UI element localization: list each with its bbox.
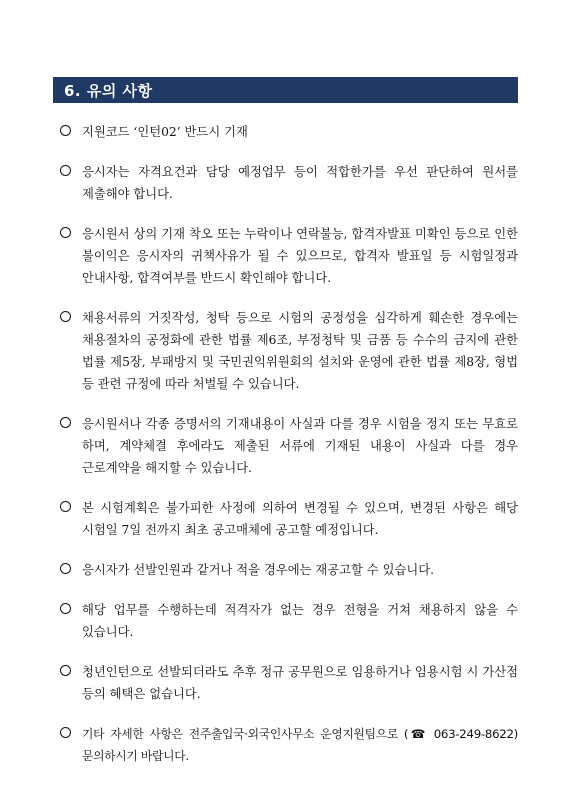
notice-list: [60, 121, 518, 785]
list-item-text: 지원코드 ‘인턴02’ 반드시 기재: [82, 125, 248, 139]
list-item: [60, 121, 518, 143]
list-item: [60, 723, 518, 767]
list-item: [60, 497, 518, 541]
circle-bullet-icon: [60, 501, 71, 512]
list-item-text: 해당 업무를 수행하는데 적격자가 없는 경우 전형을 거쳐 채용하지 않을 수 있습니다.: [82, 603, 518, 639]
circle-bullet-icon: [60, 227, 71, 238]
list-item-text: 본 시험계획은 불가피한 사정에 의하여 변경될 수 있으며, 변경된 사항은 해당 시험일 7일 전까지 최초 공고매체에 공고할 예정입니다.: [82, 501, 518, 537]
circle-bullet-icon: [60, 417, 71, 428]
circle-bullet-icon: [60, 603, 71, 614]
list-item: [60, 661, 518, 705]
list-item: [60, 599, 518, 643]
section-title: 6. 유의 사항: [64, 81, 153, 100]
list-item-text: 채용서류의 거짓작성, 청탁 등으로 시험의 공정성을 심각하게 훼손한 경우에는 채용절차의 공정화에 관한 법률 제6조, 부정청탁 및 금품 등 수수의 금지에 관한 법률 제5장, 부패방지 및 국민권익위원회의 설치와 운영에 관한 법률 제8장, 형법 등 관련 규정에 따라 처벌될 수 있습니다.: [82, 311, 518, 391]
circle-bullet-icon: [60, 727, 71, 738]
list-item-text: 응시자는 자격요건과 담당 예정업무 등이 적합한가를 우선 판단하여 원서를 제출해야 합니다.: [82, 165, 518, 201]
circle-bullet-icon: [60, 665, 71, 676]
list-item: [60, 307, 518, 395]
circle-bullet-icon: [60, 125, 71, 136]
list-item-text: 응시자가 선발인원과 같거나 적을 경우에는 재공고할 수 있습니다.: [82, 563, 434, 577]
list-item: [60, 223, 518, 289]
list-item: [60, 559, 518, 581]
circle-bullet-icon: [60, 563, 71, 574]
list-item: [60, 413, 518, 479]
list-item-text: 응시원서 상의 기재 착오 또는 누락이나 연락불능, 합격자발표 미확인 등으로 인한 불이익은 응시자의 귀책사유가 될 수 있으므로, 합격자 발표일 등 시험일정과 안내사항, 합격여부를 반드시 확인해야 합니다.: [82, 227, 518, 285]
list-item-text: 응시원서나 각종 증명서의 기재내용이 사실과 다를 경우 시험을 정지 또는 무효로 하며, 계약체결 후에라도 제출된 서류에 기재된 내용이 사실과 다를 경우 근로계약을 해지할 수 있습니다.: [82, 417, 518, 475]
list-item: [60, 161, 518, 205]
section-header-bar: [53, 77, 518, 103]
circle-bullet-icon: [60, 165, 71, 176]
contact-info-text: 기타 자세한 사항은 전주출입국·외국인사무소 운영지원팀으로 (☎ 063-249-8622) 문의하시기 바랍니다.: [82, 727, 518, 763]
circle-bullet-icon: [60, 311, 71, 322]
list-item-text: 청년인턴으로 선발되더라도 추후 정규 공무원으로 임용하거나 임용시험 시 가산점 등의 혜택은 없습니다.: [82, 665, 518, 701]
